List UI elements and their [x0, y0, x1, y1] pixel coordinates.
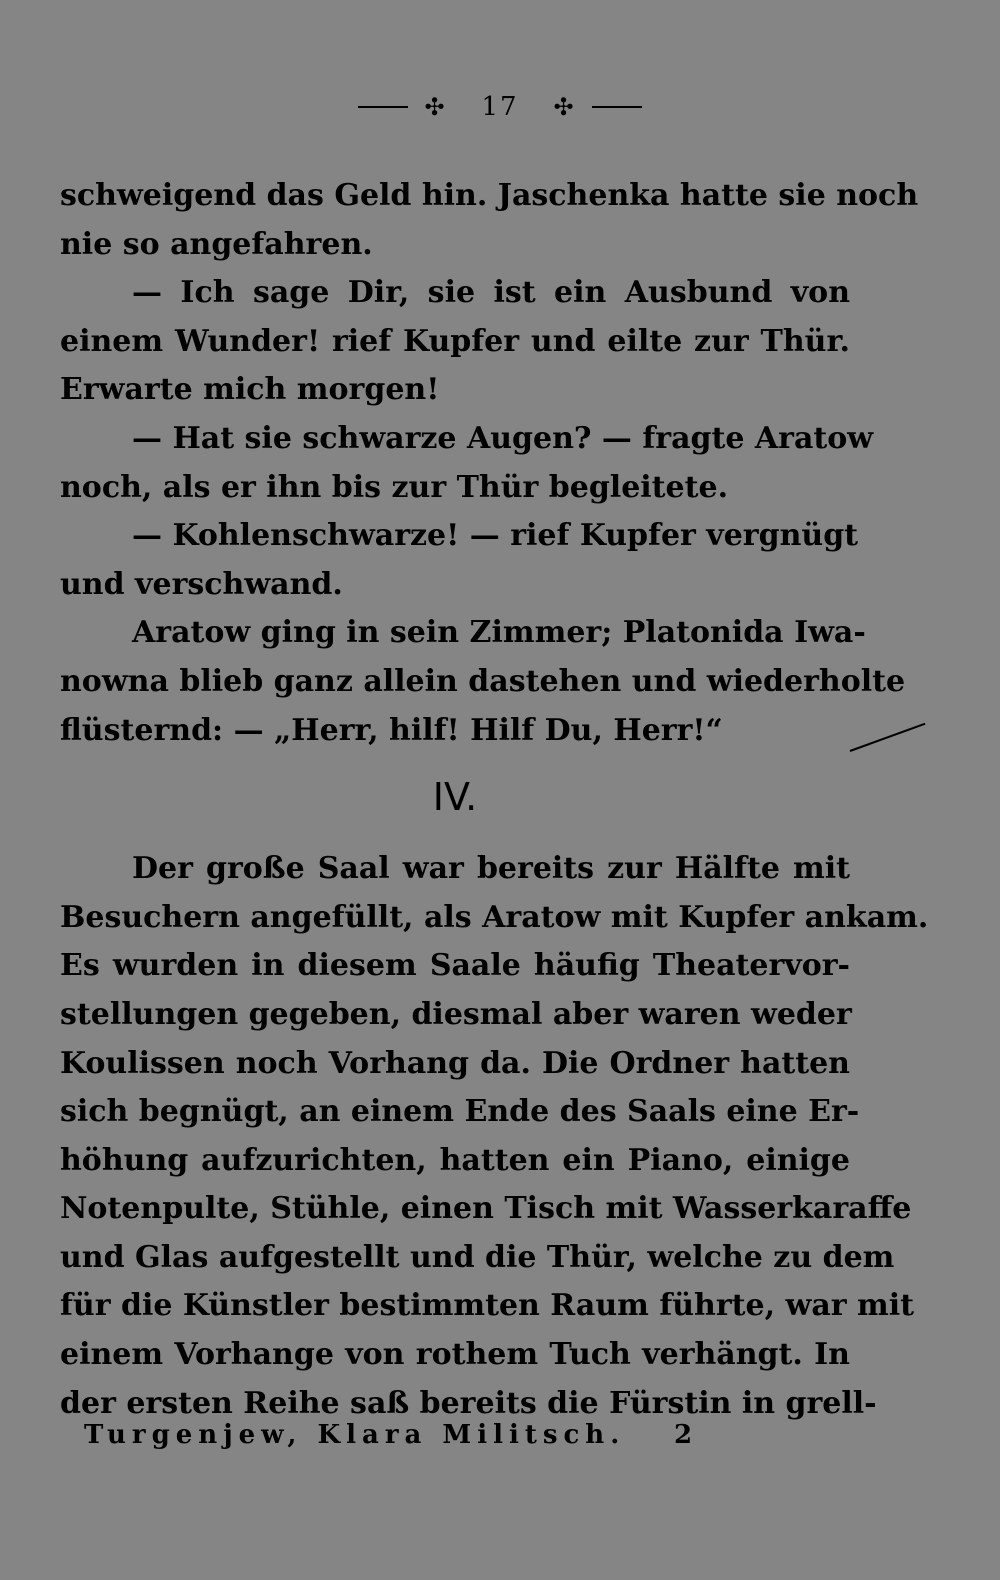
text-line: noch, als er ihn bis zur Thür begleitete.	[60, 469, 729, 505]
text-line: und verschwand.	[60, 566, 343, 602]
text-line: — Ich sage Dir, sie ist ein Ausbund von	[132, 275, 850, 311]
text-block-before-chapter	[60, 172, 919, 755]
text-line: einem Vorhange von rothem Tuch verhängt. In	[60, 1337, 850, 1373]
ornament-icon: ✣	[553, 92, 576, 121]
text-line: — Kohlenschwarze! — rief Kupfer vergnügt	[132, 518, 859, 554]
signature-mark: 2	[674, 1420, 693, 1450]
ornament-icon: ✣	[424, 92, 447, 121]
page-footer	[84, 1420, 804, 1450]
text-line: Der große Saal war bereits zur Hälfte mit	[132, 851, 850, 887]
header-rule-left	[358, 106, 408, 108]
text-line: für die Künstler bestimmten Raum führte, war mit	[60, 1288, 915, 1324]
text-line: höhung aufzurichten, hatten ein Piano, einige	[60, 1142, 850, 1178]
text-line: nie so angefahren.	[60, 226, 373, 262]
body-text	[60, 172, 929, 1428]
text-line: stellungen gegeben, diesmal aber waren weder	[60, 996, 852, 1032]
text-line: Notenpulte, Stühle, einen Tisch mit Wasserkaraffe	[60, 1191, 912, 1227]
text-line: Aratow ging in sein Zimmer; Platonida Iwa-	[132, 615, 866, 651]
text-line: Besuchern angefüllt, als Aratow mit Kupfer ankam.	[60, 899, 929, 935]
text-line: schweigend das Geld hin. Jaschenka hatte sie noch	[60, 178, 919, 213]
header-rule-right	[592, 106, 642, 108]
text-line: einem Wunder! rief Kupfer und eilte zur Thür.	[60, 323, 850, 359]
text-line: nowna blieb ganz allein dastehen und wiederholte	[60, 663, 906, 699]
pencil-mark	[850, 723, 926, 752]
text-line: Es wurden in diesem Saale häufig Theatervor-	[60, 948, 850, 984]
text-line: sich begnügt, an einem Ende des Saals eine Er-	[60, 1094, 860, 1130]
footer-author-title: Turgenjew, Klara Militsch.	[84, 1420, 626, 1450]
chapter-heading: IV.	[432, 775, 478, 820]
text-line: und Glas aufgestellt und die Thür, welche zu dem	[60, 1239, 895, 1275]
text-line: der ersten Reihe saß bereits die Fürstin in grell-	[60, 1385, 877, 1421]
text-block-after-chapter	[60, 845, 929, 1428]
text-line: Koulissen noch Vorhang da. Die Ordner hatten	[60, 1045, 850, 1081]
page-header	[0, 88, 1000, 122]
text-line: flüsternd: — „Herr, hilf! Hilf Du, Herr!“	[60, 712, 723, 748]
text-line: Erwarte mich morgen!	[60, 372, 440, 408]
text-line: — Hat sie schwarze Augen? — fragte Aratow	[132, 420, 874, 456]
page-number: 17	[481, 91, 519, 122]
